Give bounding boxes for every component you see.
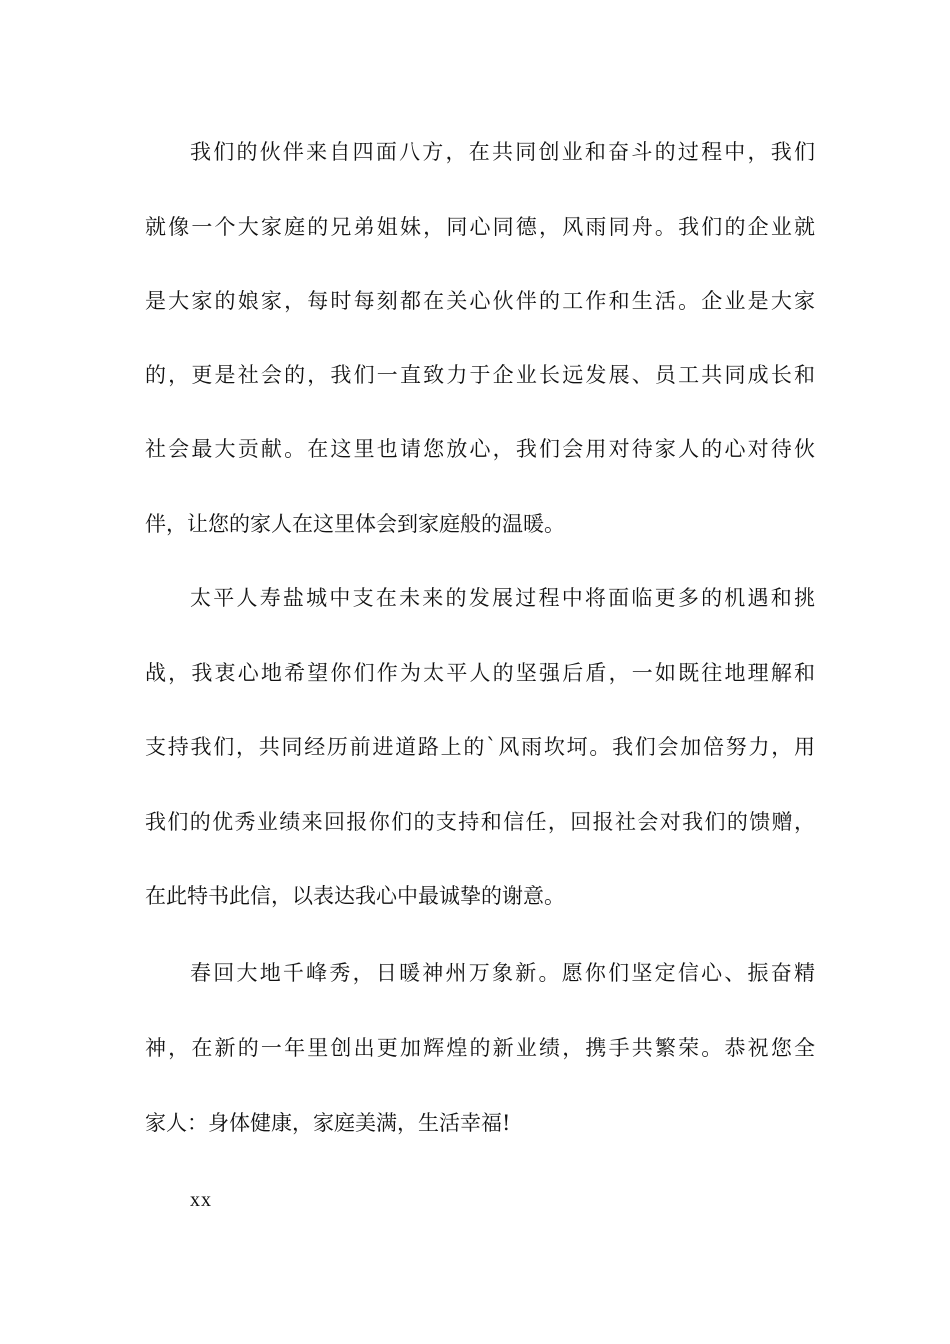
paragraph-2-line-1: 太平人寿盐城中支在未来的发展过程中将面临更多的机遇和挑 <box>190 586 815 610</box>
paragraph-1-line-4: 的，更是社会的，我们一直致力于企业长远发展、员工共同成长和 <box>145 363 815 387</box>
paragraph-3-line-2: 神，在新的一年里创出更加辉煌的新业绩，携手共繁荣。恭祝您全 <box>145 1036 815 1060</box>
paragraph-2-line-4: 我们的优秀业绩来回报你们的支持和信任，回报社会对我们的馈赠， <box>145 810 815 834</box>
paragraph-2-line-2: 战，我衷心地希望你们作为太平人的坚强后盾，一如既往地理解和 <box>145 661 815 685</box>
paragraph-1-line-1: 我们的伙伴来自四面八方，在共同创业和奋斗的过程中，我们 <box>190 140 815 164</box>
paragraph-3-line-1: 春回大地千峰秀，日暖神州万象新。愿你们坚定信心、振奋精 <box>190 961 815 985</box>
paragraph-2-line-3: 支持我们，共同经历前进道路上的`风雨坎坷。我们会加倍努力，用 <box>145 735 815 759</box>
paragraph-1-line-5: 社会最大贡献。在这里也请您放心，我们会用对待家人的心对待伙 <box>145 437 815 461</box>
paragraph-1-line-2: 就像一个大家庭的兄弟姐妹，同心同德，风雨同舟。我们的企业就 <box>145 215 815 239</box>
paragraph-1-line-3: 是大家的娘家，每时每刻都在关心伙伴的工作和生活。企业是大家 <box>145 289 815 313</box>
signature: xx <box>190 1189 212 1211</box>
paragraph-2-line-5: 在此特书此信，以表达我心中最诚挚的谢意。 <box>145 884 565 908</box>
paragraph-3-line-3: 家人：身体健康，家庭美满，生活幸福! <box>145 1111 511 1135</box>
paragraph-1-line-6: 伴，让您的家人在这里体会到家庭般的温暖。 <box>145 512 565 536</box>
